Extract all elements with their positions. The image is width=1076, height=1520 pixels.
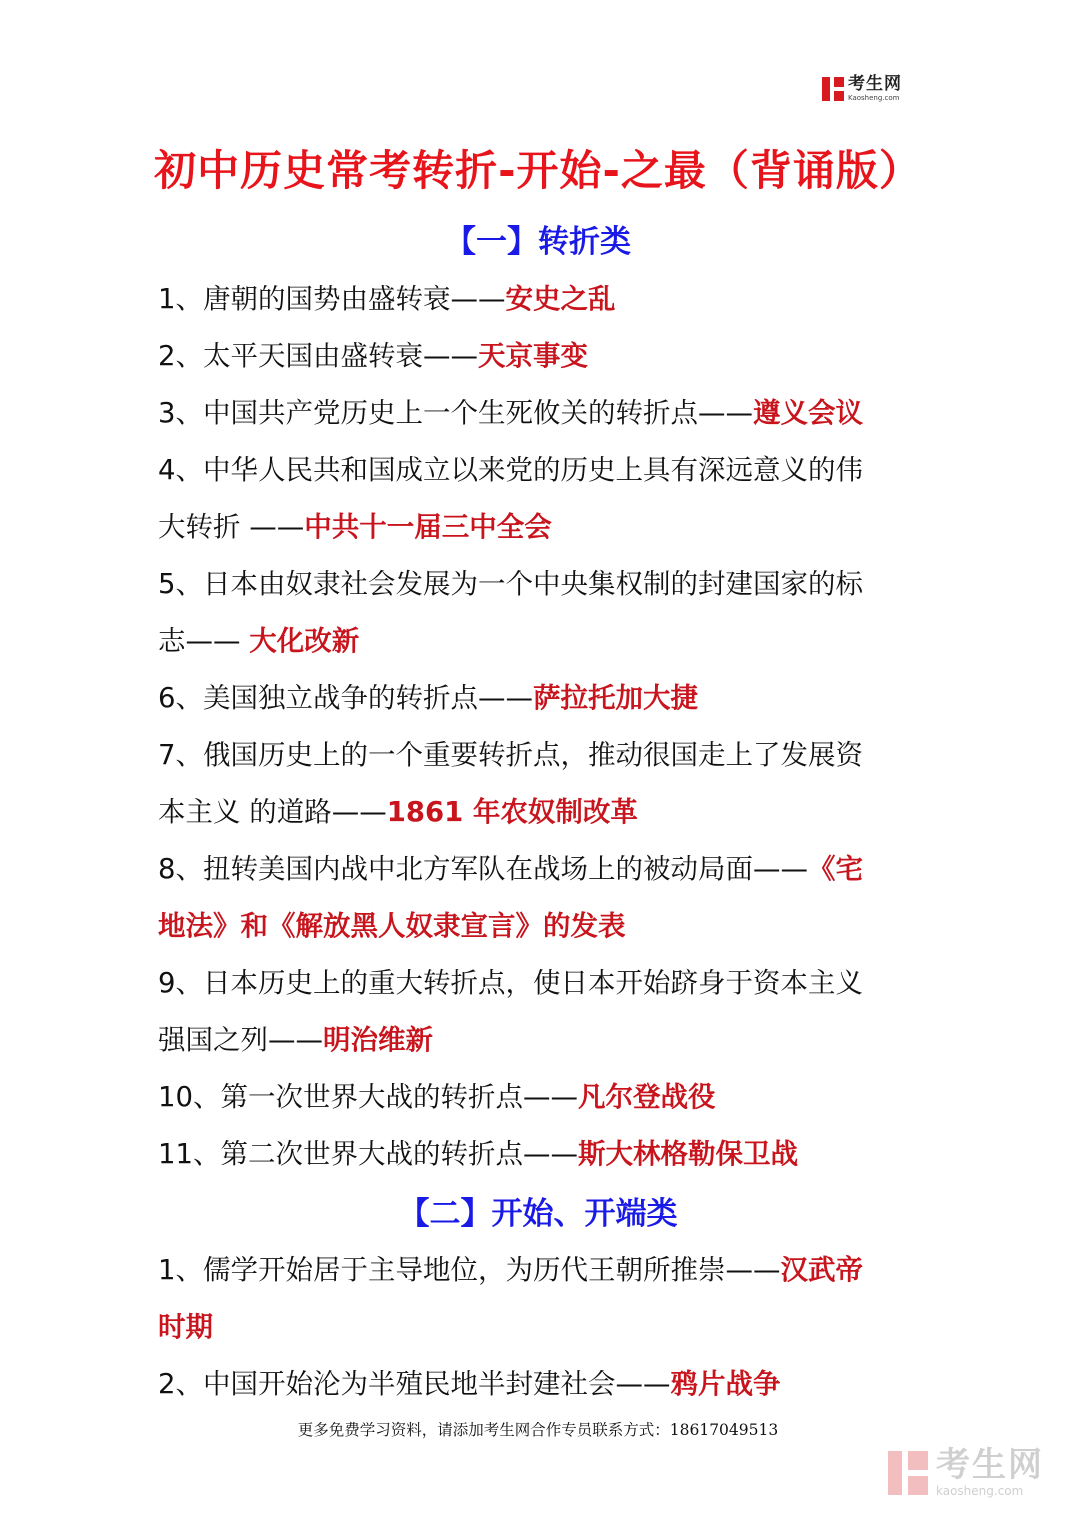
item-answer: 时期 [158, 1311, 213, 1343]
list-item [158, 447, 863, 487]
item-answer: 斯大林格勒保卫战 [578, 1138, 798, 1170]
list-item [158, 561, 863, 601]
item-answer: 地法》和《解放黑人奴隶宣言》的发表 [158, 910, 626, 942]
footer-contact: 更多免费学习资料，请添加考生网合作专员联系方式：18617049513 [297, 1421, 779, 1439]
item-text: 3、中国共产党历史上一个生死攸关的转折点—— [158, 397, 753, 429]
list-item [158, 390, 863, 430]
item-text: 志—— [158, 625, 250, 657]
item-text: 1、唐朝的国势由盛转衰—— [158, 283, 506, 315]
item-text: 8、扭转美国内战中北方军队在战场上的被动局面—— [158, 853, 808, 885]
list-item [158, 960, 863, 1000]
list-item [158, 504, 552, 544]
list-item [158, 1017, 433, 1057]
section-heading-beginnings: 【二】开始、开端类 [398, 1196, 678, 1232]
item-answer: 明治维新 [323, 1024, 433, 1056]
item-answer: 中共十一届三中全会 [304, 511, 552, 543]
watermark-logo [888, 1445, 1044, 1498]
page-title: 初中历史常考转折-开始-之最（背诵版） [154, 146, 922, 195]
item-answer: 遵义会议 [753, 397, 863, 429]
logo-name: 考生网 [848, 74, 902, 94]
item-text: 4、中华人民共和国成立以来党的历史上具有深远意义的伟 [158, 454, 863, 486]
list-item [158, 846, 863, 886]
item-answer: 安史之乱 [505, 283, 616, 315]
item-text: 强国之列—— [158, 1024, 323, 1056]
item-text: 1、儒学开始居于主导地位，为历代王朝所推崇—— [158, 1254, 781, 1286]
item-text: 2、中国开始沦为半殖民地半封建社会—— [158, 1368, 671, 1400]
list-item [158, 1247, 863, 1287]
list-item [158, 1304, 213, 1344]
list-item [158, 1131, 798, 1171]
watermark-logo-icon [888, 1451, 928, 1495]
item-text: 本主义 的道路—— [158, 796, 387, 828]
item-answer: 1861 年农奴制改革 [386, 796, 638, 828]
list-item [158, 675, 698, 715]
item-text: 6、美国独立战争的转折点—— [158, 682, 533, 714]
item-text: 10、第一次世界大战的转折点—— [158, 1081, 578, 1113]
list-item [158, 276, 616, 316]
item-text: 9、日本历史上的重大转折点，使日本开始跻身于资本主义 [158, 967, 863, 999]
item-answer: 大化改新 [249, 625, 360, 657]
item-text: 5、日本由奴隶社会发展为一个中央集权制的封建国家的标 [158, 568, 863, 600]
item-answer: 萨拉托加大捷 [533, 682, 698, 714]
item-answer: 天京事变 [478, 340, 588, 372]
item-text: 2、太平天国由盛转衰—— [158, 340, 478, 372]
list-item [158, 333, 588, 373]
section-heading-turning-points: 【一】转折类 [445, 224, 631, 260]
list-item [158, 1074, 716, 1114]
watermark-name: 考生网 [936, 1445, 1044, 1485]
kaosheng-logo [822, 76, 902, 102]
list-item [158, 1361, 781, 1401]
logo-domain: Kaosheng.com [848, 94, 900, 102]
item-text: 大转折 —— [158, 511, 305, 543]
list-item [158, 618, 359, 658]
item-answer: 《宅 [808, 853, 863, 885]
item-answer: 凡尔登战役 [578, 1081, 716, 1113]
item-text: 11、第二次世界大战的转折点—— [158, 1138, 578, 1170]
watermark-domain: kaosheng.com [936, 1484, 1024, 1498]
item-text: 7、俄国历史上的一个重要转折点，推动很国走上了发展资 [158, 739, 863, 771]
item-answer: 汉武帝 [780, 1254, 863, 1286]
list-item [158, 903, 626, 943]
kaosheng-logo-icon [822, 77, 844, 101]
list-item [158, 732, 863, 772]
item-answer: 鸦片战争 [670, 1368, 781, 1400]
list-item [158, 789, 638, 829]
